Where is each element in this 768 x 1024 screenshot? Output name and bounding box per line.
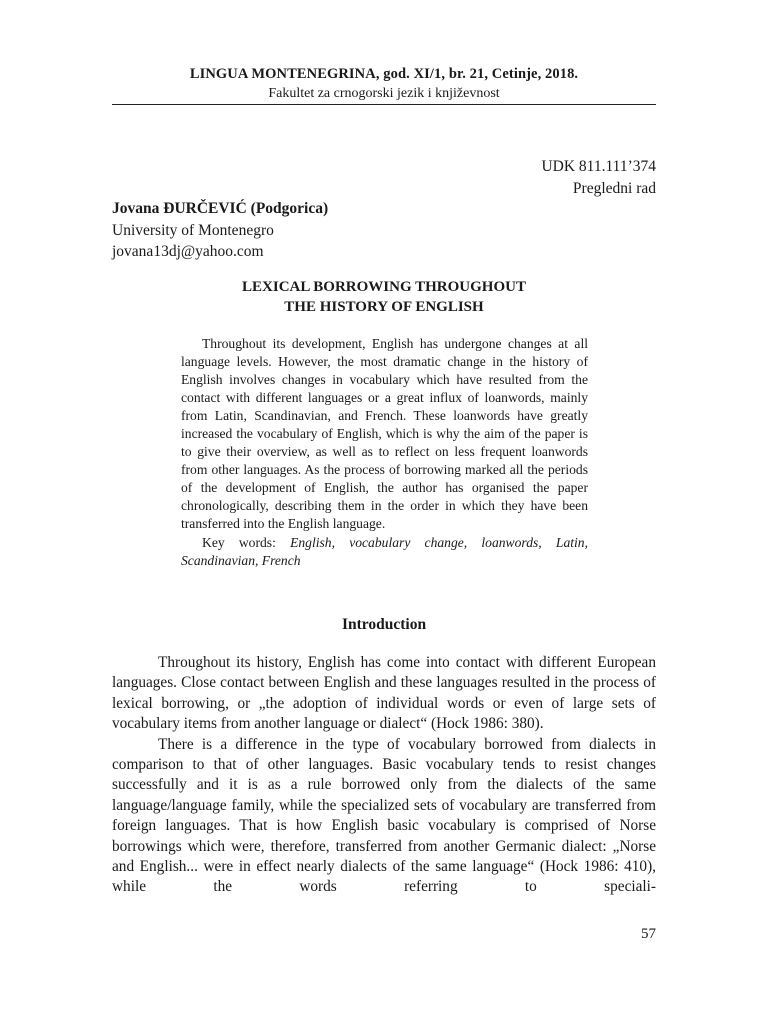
- header-rule: [112, 104, 656, 105]
- author-affiliation: University of Montenegro: [112, 221, 274, 239]
- paper-title: [112, 277, 656, 317]
- page-number: 57: [641, 926, 656, 942]
- keywords-list: English, vocabulary change, loanwords, Latin, Scandinavian, French: [181, 534, 588, 568]
- abstract-text: Throughout its development, English has undergone changes at all language levels. However, the most dramatic change in the history of English involves changes in vocabulary which have resulted from the contact with different languages or a great influx of loanwords, mainly from Latin, Scandinavian, and French. These loanwords have greatly increased the vocabulary of English, which is why the aim of the paper is to give their overview, as well as to reflect on less frequent loanwords from other languages. As the process of borrowing marked all the periods of the development of English, the author has organised the paper chronologically, describing them in the order in which they have been transferred into the English language.: [181, 336, 588, 532]
- title-line-2: THE HISTORY OF ENGLISH: [284, 299, 484, 315]
- keywords: [181, 534, 588, 570]
- keywords-label: Key words:: [202, 534, 276, 550]
- author-name: Jovana ĐURČEVIĆ (Podgorica): [112, 200, 329, 217]
- body-paragraph: Throughout its history, English has come into contact with different European languages. Close contact between English and these languages resulted in the process of lexical borrowing, or „the adoption of individual words or even of large sets of vocabulary items from another language or dialect“ (Hock 1986: 380).: [112, 654, 656, 733]
- udk-code: UDK 811.111’374: [541, 158, 656, 175]
- classification-block: [541, 156, 656, 199]
- body-paragraph: There is a difference in the type of vocabulary borrowed from dialects in comparison to that of other languages. Basic vocabulary tends to resist changes successfully and it is as a rule borrowed only from the dialects of the same language/language family, while the specialized sets of vocabulary are transferred from foreign languages. That is how English basic vocabulary is comprised of Norse borrowings which were, therefore, transferred from another Germanic dialect: „Norse and English... were in effect nearly dialects of the same language“ (Hock 1986: 410), while the words referring to speciali-: [112, 735, 656, 896]
- title-line-1: LEXICAL BORROWING THROUGHOUT: [242, 279, 526, 295]
- body-text: [112, 653, 656, 898]
- running-header: [112, 64, 656, 104]
- abstract: [181, 335, 588, 570]
- paper-type: Pregledni rad: [572, 179, 656, 197]
- faculty-name: Fakultet za crnogorski jezik i književnost: [268, 86, 500, 101]
- journal-citation: LINGUA MONTENEGRINA, god. XI/1, br. 21, Cetinje, 2018.: [189, 66, 579, 82]
- author-email[interactable]: jovana13dj@yahoo.com: [112, 243, 264, 260]
- section-heading-introduction: Introduction: [341, 616, 427, 633]
- author-block: [112, 198, 328, 263]
